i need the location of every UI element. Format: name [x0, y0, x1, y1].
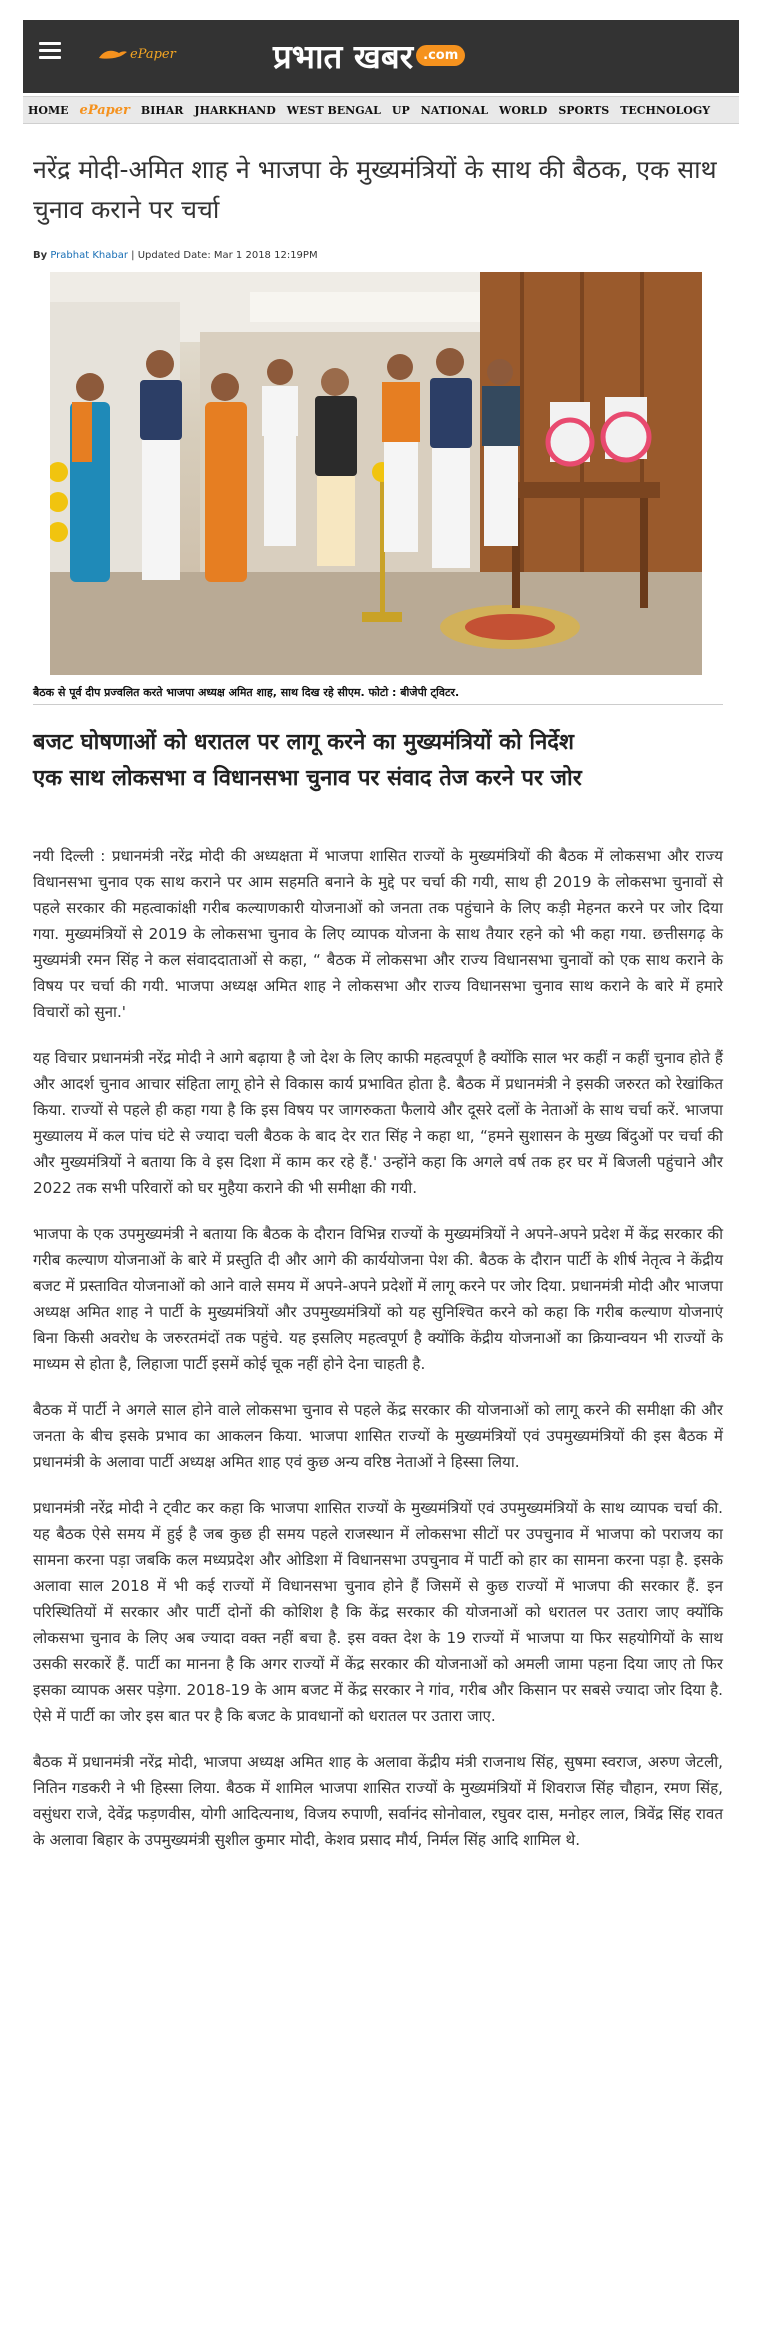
nav-item-west-bengal[interactable]: WEST BENGAL — [286, 103, 381, 117]
nav-item-sports[interactable]: SPORTS — [558, 103, 610, 117]
article-paragraph-2: यह विचार प्रधानमंत्री नरेंद्र मोदी ने आगे बढ़ाया है जो देश के लिए काफी महत्वपूर्ण है क्योंकि साल भर कहीं न कहीं चुनाव होते हैं और आदर्श चुनाव आचार संहिता लागू होने से विकास कार्य प्रभावित होता है. बैठक में प्रधानमंत्री ने इसकी जरुरत को रेखांकित किया. राज्यों से पहले ही कहा गया है कि इस विषय पर जागरुकता फैलाये और दूसरे दलों के नेताओं के साथ चर्चा करें. भाजपा मुख्यालय में कल पांच घंटे से ज्यादा चली बैठक के बाद देर रात सिंह ने कहा था, “हमने सुशासन के मुख्य बिंदुओं पर चर्चा की और मुख्यमंत्रियों ने बताया कि वे इस दिशा में काम कर रहे हैं.' उन्होंने कहा कि अगले वर्ष तक हर घर में बिजली पहुंचाने और 2022 तक सभी परिवारों को घर मुहैया कराने की भी समीक्षा की गयी. — [33, 1049, 723, 1197]
article-paragraph-1: नयी दिल्ली : प्रधानमंत्री नरेंद्र मोदी की अध्यक्षता में भाजपा शासित राज्यों के मुख्यमंत्रियों की बैठक में लोकसभा और राज्य विधानसभा चुनाव एक साथ कराने पर आम सहमति बनाने के मुद्दे पर चर्चा की गयी, साथ ही 2019 के लोकसभा चुनावों से पहले सरकार की महत्वाकांक्षी गरीब कल्याणकारी योजनाओं को जनता तक पहुंचाने के लिए कड़ी मेहनत करने पर जोर दिया गया. मुख्यमंत्रियों से 2019 के लोकसभा चुनाव के लिए व्यापक योजना के साथ तैयार रहने को भी कहा गया. छत्तीसगढ़ के मुख्यमंत्री रमन सिंह ने कल संवाददाताओं से कहा, “ बैठक में लोकसभा और राज्य विधानसभा चुनावों को एक साथ कराने के विषय पर चर्चा की गयी. भाजपा अध्यक्ष अमित शाह ने लोकसभा और राज्य विधानसभा चुनाव साथ कराने के बारे में हमारे विचारों को सुना.' — [33, 847, 723, 1021]
photo-caption: बैठक से पूर्व दीप प्रज्वलित करते भाजपा अध्यक्ष अमित शाह, साथ दिख रहे सीएम. फोटो : बीजेपी ट्विटर. — [33, 686, 460, 699]
nav-item-world[interactable]: WORLD — [498, 103, 548, 117]
brand-suffix: .com — [416, 45, 465, 66]
byline-by: By — [33, 250, 48, 261]
bird-icon — [98, 48, 128, 60]
meeting-photo-illustration — [50, 272, 702, 675]
nav-item-jharkhand[interactable]: JHARKHAND — [194, 103, 276, 117]
byline — [33, 250, 318, 261]
main-nav — [23, 96, 739, 124]
epaper-link[interactable] — [98, 44, 176, 64]
nav-item-up[interactable]: UP — [391, 103, 410, 117]
article-headline: नरेंद्र मोदी-अमित शाह ने भाजपा के मुख्यमंत्रियों के साथ की बैठक, एक साथ चुनाव कराने पर चर्चा — [33, 155, 717, 224]
nav-item-home[interactable]: HOME — [28, 103, 69, 117]
article-paragraph-4: बैठक में पार्टी ने अगले साल होने वाले लोकसभा चुनाव से पहले केंद्र सरकार की योजनाओं को लागू करने की समीक्षा की और जनता के बीच इसके प्रभाव का आकलन किया. भाजपा शासित राज्यों के मुख्यमंत्रियों एवं उपमुख्यमंत्रियों की इस बैठक में प्रधानमंत्री के अलावा पार्टी अध्यक्ष अमित शाह एवं कुछ अन्य वरिष्ठ नेताओं ने हिस्सा लिया. — [33, 1401, 723, 1471]
article-body — [33, 843, 723, 1873]
nav-item-bihar[interactable]: BIHAR — [140, 103, 184, 117]
subheading-2: एक साथ लोकसभा व विधानसभा चुनाव पर संवाद तेज करने पर जोर — [33, 766, 582, 791]
article-photo — [50, 272, 702, 675]
brand-logo[interactable] — [273, 30, 465, 80]
nav-item-national[interactable]: NATIONAL — [420, 103, 488, 117]
nav-item-technology[interactable]: TECHNOLOGY — [620, 103, 711, 117]
nav-item-epaper[interactable]: ePaper — [79, 102, 130, 118]
epaper-label: ePaper — [130, 46, 176, 62]
brand-name: प्रभात खबर — [273, 36, 414, 76]
menu-icon[interactable] — [39, 42, 61, 58]
subheading-1: बजट घोषणाओं को धरातल पर लागू करने का मुख्यमंत्रियों को निर्देश — [33, 730, 574, 755]
article-paragraph-5: प्रधानमंत्री नरेंद्र मोदी ने ट्वीट कर कहा कि भाजपा शासित राज्यों के मुख्यमंत्रियों एवं उपमुख्यमंत्रियों के साथ व्यापक चर्चा की. यह बैठक ऐसे समय में हुई है जब कुछ ही समय पहले राजस्थान में लोकसभा सीटों पर उपचुनाव में भाजपा को पराजय का सामना करना पड़ा जबकि कल मध्यप्रदेश और ओडिशा में विधानसभा उपचुनाव में पार्टी को हार का सामना करना पड़ा है. इसके अलावा साल 2018 में भी कई राज्यों में विधानसभा चुनाव होने हैं जिसमें से कुछ राज्यों में भाजपा की सरकार हैं. इन परिस्थितियों में सरकार और पार्टी दोनों की कोशिश है कि केंद्र सरकार की योजनाओं को धरातल पर उतारा जाए क्योंकि लोकसभा चुनाव के लिए अब ज्यादा वक्त नहीं बचा है. इस वक्त देश के 19 राज्यों में भाजपा या फिर सहयोगियों के साथ उसकी सरकारें हैं. पार्टी का मानना है कि अगर राज्यों में केंद्र सरकार की योजनाओं को अमली जामा पहना दिया जाए तो फिर इसका व्यापक असर पड़ेगा. 2018-19 के आम बजट में केंद्र सरकार ने गांव, गरीब और किसान पर सबसे ज्यादा जोर दिया है. ऐसे में पार्टी का जोर इस बात पर है कि बजट के प्रावधानों को धरातल पर उतारा जाए. — [33, 1499, 723, 1725]
author-link[interactable]: Prabhat Khabar — [50, 250, 128, 261]
article-paragraph-6: बैठक में प्रधानमंत्री नरेंद्र मोदी, भाजपा अध्यक्ष अमित शाह के अलावा केंद्रीय मंत्री राजनाथ सिंह, सुषमा स्वराज, अरुण जेटली, नितिन गडकरी ने भी हिस्सा लिया. बैठक में शामिल भाजपा शासित राज्यों के मुख्यमंत्रियों में शिवराज सिंह चौहान, रमण सिंह, वसुंधरा राजे, देवेंद्र फड़णवीस, योगी आदित्यनाथ, विजय रुपाणी, सर्वानंद सोनोवाल, रघुवर दास, मनोहर लाल, त्रिवेंद्र सिंह रावत के अलावा बिहार के उपमुख्यमंत्री सुशील कुमार मोदी, केशव प्रसाद मौर्य, निर्मल सिंह आदि शामिल थे. — [33, 1753, 723, 1849]
article-paragraph-3: भाजपा के एक उपमुख्यमंत्री ने बताया कि बैठक के दौरान विभिन्न राज्यों के मुख्यमंत्रियों ने अपने-अपने प्रदेश में केंद्र सरकार की गरीब कल्याण योजनाओं के बारे में प्रस्तुति दी और आगे की कार्ययोजना पेश की. बैठक के दौरान पार्टी के शीर्ष नेतृत्व ने केंद्रीय बजट में प्रस्तावित योजनाओं को आने वाले समय में अपने-अपने प्रदेशों में लागू करने पर जोर दिया. प्रधानमंत्री मोदी और भाजपा अध्यक्ष अमित शाह ने पार्टी के मुख्यमंत्रियों और उपमुख्यमंत्रियों को यह सुनिश्चित करने को कहा कि गरीब कल्याण योजनाएं बिना किसी अवरोध के जरुरतमंदों तक पहुंचे. यह इसलिए महत्वपूर्ण है क्योंकि केंद्रीय योजनाओं का क्रियान्वयन भी राज्यों के माध्यम से होता है, लिहाजा पार्टी इसमें कोई चूक नहीं होने देना चाहती है. — [33, 1225, 723, 1373]
site-header — [23, 20, 739, 93]
caption-divider — [33, 704, 723, 705]
updated-date: | Updated Date: Mar 1 2018 12:19PM — [131, 250, 318, 261]
